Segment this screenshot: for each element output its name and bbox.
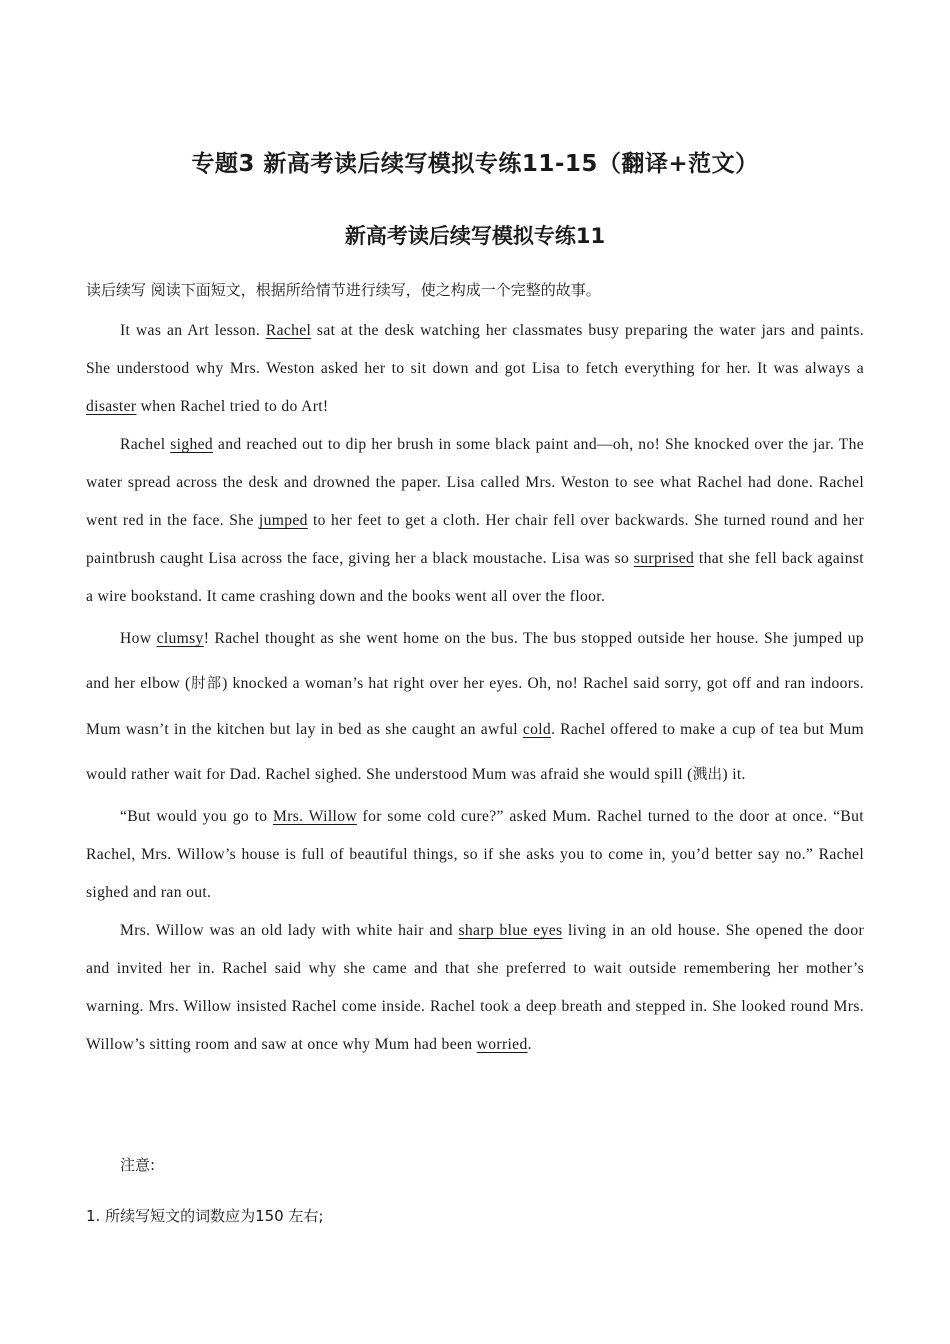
text-run: Mrs. Willow was an old lady with white hair and	[120, 922, 459, 939]
underlined-word: cold	[522, 721, 552, 738]
underlined-word: Rachel	[265, 322, 312, 339]
text-run: living in an old house. She opened the door and invited her in. Rachel said why she came and that she preferred to wait outside remembering her mother’s warning. Mrs. Willow insisted Rachel come inside. Rachel took a deep breath and stepped in. She looked round Mrs. Willow’s sitting room and saw at once why Mum had been	[86, 922, 865, 1053]
text-run: It was an Art lesson.	[120, 322, 266, 339]
document-title: 专题3 新高考读后续写模拟专练11-15（翻译+范文）	[191, 151, 759, 177]
underlined-word: surprised	[633, 550, 695, 567]
text-run: and reached out to dip her brush in some black paint and—oh, no! She knocked over the jar. The water spread across the desk and drowned the paper. Lisa called Mrs. Weston to see what Rachel had done. Rachel went red in the face. She	[86, 436, 864, 529]
passage-body	[86, 312, 864, 1064]
text-run: for some cold cure?” asked Mum. Rachel turned to the door at once. “But Rachel, Mrs. Willow’s house is full of beautiful things, so if she asks you to come in, you’d better say no.” Rachel sighed and ran out.	[86, 808, 864, 901]
text-run: ) it.	[722, 766, 746, 783]
text-run: “But would you go to	[120, 808, 273, 825]
paragraph-2	[86, 426, 864, 616]
note-item-1: 1. 所续写短文的词数应为150 左右;	[86, 1207, 324, 1225]
text-run: when Rachel tried to do Art!	[136, 398, 329, 415]
text-run: . Rachel offered to make a cup of tea but Mum would rather wait for Dad. Rachel sighed. She understood Mum was afraid she would spill (	[86, 721, 864, 783]
underlined-word: disaster	[86, 398, 137, 415]
text-run: that she fell back against a wire bookstand. It came crashing down and the books went all over the floor.	[86, 550, 864, 605]
paragraph-3	[86, 616, 864, 798]
underlined-word: jumped	[258, 512, 308, 529]
underlined-word: sharp blue eyes	[458, 922, 563, 939]
document-subtitle: 新高考读后续写模拟专练11	[344, 224, 606, 248]
paragraph-4	[86, 798, 864, 912]
underlined-word: Mrs. Willow	[273, 808, 357, 825]
note-heading: 注意:	[120, 1156, 156, 1174]
underlined-word: sighed	[170, 436, 214, 453]
text-run: ! Rachel thought as she went home on the bus. The bus stopped outside her house. She jumped up and her elbow (	[86, 630, 864, 692]
underlined-word: worried	[476, 1036, 528, 1053]
gloss-text: 肘部	[190, 676, 223, 692]
gloss-text: 溅出	[692, 767, 723, 783]
text-run: How	[120, 630, 157, 647]
text-run: ) knocked a woman’s hat right over her eyes. Oh, no! Rachel said sorry, got off and ran indoors. Mum wasn’t in the kitchen but lay in bed as she caught an awful	[86, 675, 864, 738]
text-run: sat at the desk watching her classmates busy preparing the water jars and paints. She understood why Mrs. Weston asked her to sit down and got Lisa to fetch everything for her. It was always a	[86, 322, 864, 377]
text-run: .	[527, 1036, 532, 1053]
underlined-word: clumsy	[156, 630, 204, 647]
text-run: to her feet to get a cloth. Her chair fell over backwards. She turned round and her paintbrush caught Lisa across the face, giving her a black moustache. Lisa was so	[86, 512, 864, 567]
text-run: Rachel	[120, 436, 171, 453]
paragraph-1	[86, 312, 864, 426]
instruction-text: 读后续写 阅读下面短文，根据所给情节进行续写，使之构成一个完整的故事。	[86, 281, 601, 299]
paragraph-5	[86, 912, 864, 1064]
